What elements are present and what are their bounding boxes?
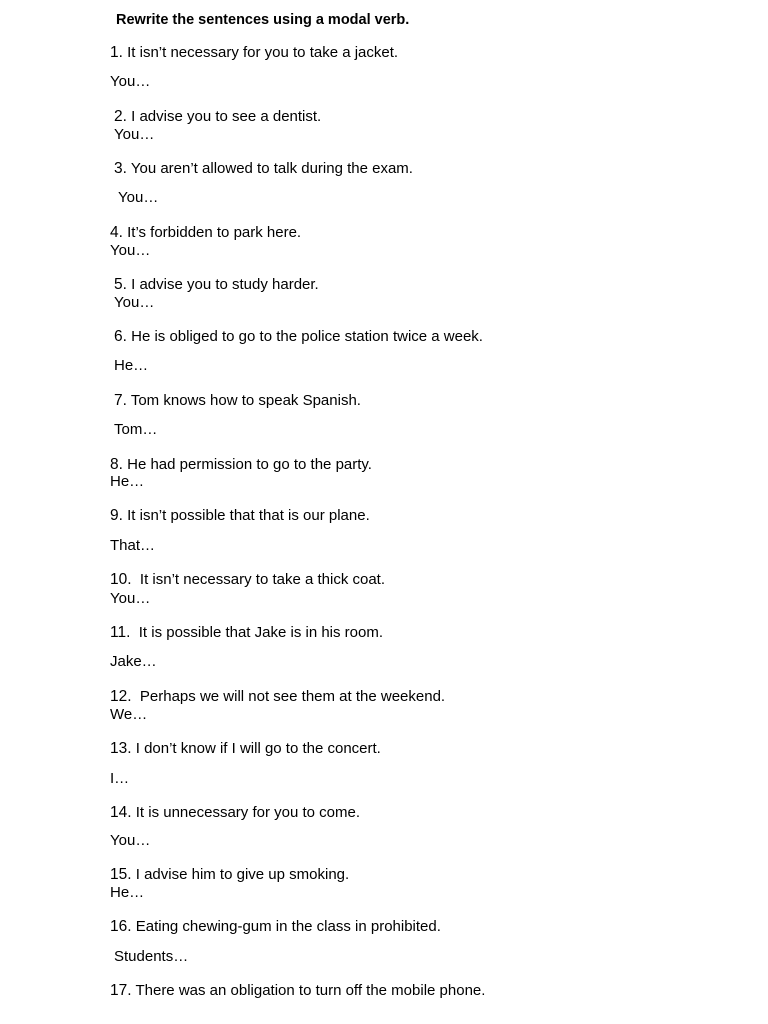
question-number: 12. xyxy=(110,688,132,705)
question-number: 13. xyxy=(110,740,132,757)
question-8 xyxy=(110,456,372,474)
answer-prompt-1: You… xyxy=(110,73,151,90)
question-11 xyxy=(110,624,383,642)
question-text: He is obliged to go to the police station twice a week. xyxy=(131,328,483,345)
question-number: 4. xyxy=(110,224,123,241)
question-number: 10. xyxy=(110,571,132,588)
answer-prompt-16: Students… xyxy=(114,948,189,965)
question-text: Tom knows how to speak Spanish. xyxy=(130,392,361,409)
answer-prompt-5: You… xyxy=(114,294,155,311)
question-12 xyxy=(110,688,445,706)
question-10 xyxy=(110,571,385,589)
question-6 xyxy=(114,328,483,346)
question-text: I advise him to give up smoking. xyxy=(135,866,350,883)
question-number: 3. xyxy=(114,160,127,177)
answer-prompt-11: Jake… xyxy=(110,653,157,670)
question-text: It is unnecessary for you to come. xyxy=(135,804,361,821)
question-17 xyxy=(110,982,485,1000)
question-number: 15. xyxy=(110,866,132,883)
question-4 xyxy=(110,224,301,242)
answer-prompt-14: You… xyxy=(110,832,151,849)
question-text: You aren’t allowed to talk during the exam. xyxy=(130,160,413,177)
question-text: It isn’t necessary to take a thick coat. xyxy=(139,571,386,588)
question-number: 2. xyxy=(114,108,127,125)
question-text: Perhaps we will not see them at the weekend. xyxy=(139,688,446,705)
question-number: 7. xyxy=(114,392,127,409)
question-14 xyxy=(110,804,360,822)
question-text: I advise you to study harder. xyxy=(131,276,319,293)
question-text: There was an obligation to turn off the mobile phone. xyxy=(135,982,486,999)
answer-prompt-8: He… xyxy=(110,473,145,490)
question-text: It isn’t necessary for you to take a jacket. xyxy=(127,44,399,61)
question-5 xyxy=(114,276,319,294)
answer-prompt-2: You… xyxy=(114,126,155,143)
question-15 xyxy=(110,866,349,884)
question-number: 11. xyxy=(110,624,131,641)
question-3 xyxy=(114,160,413,178)
question-number: 6. xyxy=(114,328,127,345)
question-text: He had permission to go to the party. xyxy=(127,456,372,473)
question-number: 5. xyxy=(114,276,127,293)
answer-prompt-10: You… xyxy=(110,590,151,607)
answer-prompt-6: He… xyxy=(114,357,149,374)
question-text: It is possible that Jake is in his room. xyxy=(138,624,384,641)
question-number: 14. xyxy=(110,804,132,821)
question-number: 9. xyxy=(110,507,123,524)
answer-prompt-12: We… xyxy=(110,706,148,723)
worksheet-title: Rewrite the sentences using a modal verb. xyxy=(116,12,410,28)
question-text: I advise you to see a dentist. xyxy=(131,108,322,125)
answer-prompt-15: He… xyxy=(110,884,145,901)
answer-prompt-4: You… xyxy=(110,242,151,259)
question-text: It isn’t possible that that is our plane. xyxy=(127,507,370,524)
question-text: Eating chewing-gum in the class in prohibited. xyxy=(135,918,441,935)
question-7 xyxy=(114,392,361,410)
question-16 xyxy=(110,918,441,936)
answer-prompt-13: I… xyxy=(110,770,130,787)
question-number: 8. xyxy=(110,456,123,473)
question-number: 16. xyxy=(110,918,132,935)
question-number: 17. xyxy=(110,982,132,999)
question-number: 1. xyxy=(110,44,123,61)
question-13 xyxy=(110,740,381,758)
answer-prompt-9: That… xyxy=(110,537,156,554)
question-9 xyxy=(110,507,370,525)
answer-prompt-7: Tom… xyxy=(114,421,158,438)
question-2 xyxy=(114,108,321,126)
question-1 xyxy=(110,44,398,62)
answer-prompt-3: You… xyxy=(118,189,159,206)
question-text: It’s forbidden to park here. xyxy=(127,224,302,241)
question-text: I don’t know if I will go to the concert. xyxy=(135,740,381,757)
